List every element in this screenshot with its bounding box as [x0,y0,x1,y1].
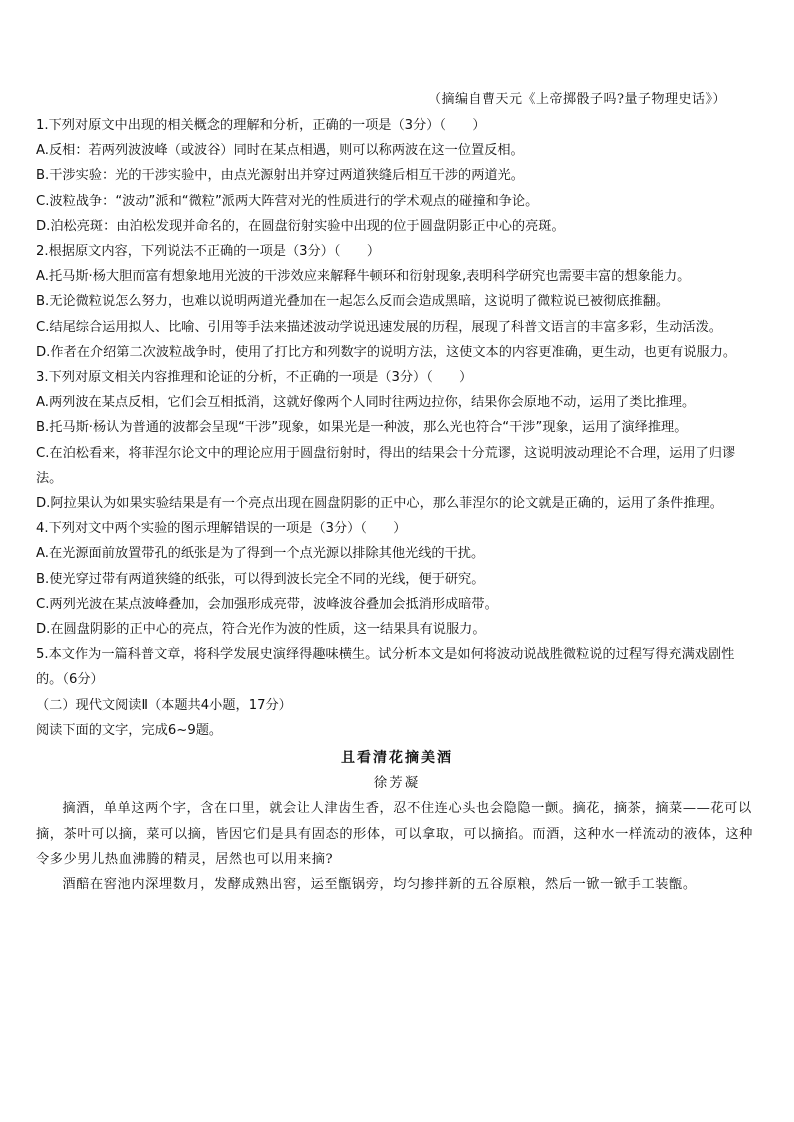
option-a: A.反相：若两列波波峰（或波谷）同时在某点相遇，则可以称两波在这一位置反相。 [36,143,524,159]
option-c: C.波粒战争：“波动”派和“微粒”派两大阵营对光的性质进行的学术观点的碰撞和争论。 [36,193,539,209]
question-3 [36,365,758,516]
option-d: D.作者在介绍第二次波粒战争时，使用了打比方和列数字的说明方法，这使文本的内容更准确，更生动，也更有说服力。 [36,344,737,360]
question-1 [36,113,758,239]
option-a: A.在光源面前放置带孔的纸张是为了得到一个点光源以排除其他光线的干扰。 [36,546,485,562]
question-2 [36,239,758,365]
option-d: D.在圆盘阴影的正中心的亮点，符合光作为波的性质，这一结果具有说服力。 [36,622,486,638]
essay-author: 徐芳凝 [373,775,421,792]
question-5 [36,642,758,692]
option-b: B.使光穿过带有两道狭缝的纸张，可以得到波长完全不同的光线，便于研究。 [36,571,485,587]
question-stem: 2.根据原文内容，下列说法不正确的一项是（3分）（ ） [36,244,381,260]
option-a: A.托马斯·杨大胆而富有想象地用光波的干涉效应来解释牛顿环和衍射现象,表明科学研究也需要丰富的想象能力。 [36,269,691,285]
question-stem: 1.下列对原文中出现的相关概念的理解和分析，正确的一项是（3分）（ ） [36,118,486,133]
option-a: A.两列波在某点反相，它们会互相抵消，这就好像两个人同时往两边拉你，结果你会原地不动，运用了类比推理。 [36,395,696,411]
option-d: D.泊松亮斑：由泊松发现并命名的，在圆盘衍射实验中出现的位于圆盘阴影正中心的亮斑。 [36,218,565,234]
option-b: B.托马斯·杨认为普通的波都会呈现“干涉”现象，如果光是一种波，那么光也符合“干涉”现象，运用了演绎推理。 [36,420,688,436]
option-c: C.结尾综合运用拟人、比喻、引用等手法来描述波动学说迅速发展的历程，展现了科普文语言的丰富多彩，生动活泼。 [36,319,722,335]
essay-paragraph: 酒醅在窖池内深埋数月，发酵成熟出窖，运至甑锅旁，均匀掺拌新的五谷原粮，然后一锨一锨手工装甑。 [62,877,697,893]
essay-paragraph: 摘酒，单单这两个字，含在口里，就会让人津齿生香，忍不住连心头也会隐隐一颤。摘花，摘茶，摘菜——花可以摘，茶叶可以摘，菜可以摘，皆因它们是具有固态的形体，可以拿取，可以摘掐。而酒，这种水一样流动的液体，这种令多少男儿热血沸腾的精灵，居然也可以用来摘? [36,801,753,867]
option-b: B.干涉实验：光的干涉实验中，由点光源射出并穿过两道狭缝后相互干涉的两道光。 [36,168,524,184]
question-4 [36,516,758,642]
section-instruction: 阅读下面的文字，完成6~9题。 [36,722,223,738]
option-c: C.两列光波在某点波峰叠加，会加强形成亮带，波峰波谷叠加会抵消形成暗带。 [36,596,498,612]
essay-title: 且看清花摘美酒 [341,750,453,767]
question-stem: 4.下列对文中两个实验的图示理解错误的一项是（3分）（ ） [36,521,407,537]
section-heading: （二）现代文阅读Ⅱ（本题共4小题，17分） [36,697,292,713]
document-body [36,113,758,897]
question-stem: 5.本文作为一篇科普文章，将科学发展史演绎得趣味横生。试分析本文是如何将波动说战胜微粒说的过程写得充满戏剧性的。（6分） [36,647,735,688]
option-b: B.无论微粒说怎么努力，也难以说明两道光叠加在一起怎么反而会造成黑暗，这说明了微粒说已被彻底推翻。 [36,294,670,310]
option-c: C.在泊松看来，将菲涅尔论文中的理论应用于圆盘衍射时，得出的结果会十分荒谬，这说明波动理论不合理，运用了归谬法。 [36,445,736,486]
question-stem: 3.下列对原文相关内容推理和论证的分析，不正确的一项是（3分）（ ） [36,370,473,386]
source-citation: （摘编自曹天元《上帝掷骰子吗?量子物理史话》） [428,92,726,107]
option-d: D.阿拉果认为如果实验结果是有一个亮点出现在圆盘阴影的正中心，那么菲涅尔的论文就是正确的，运用了条件推理。 [36,496,723,512]
